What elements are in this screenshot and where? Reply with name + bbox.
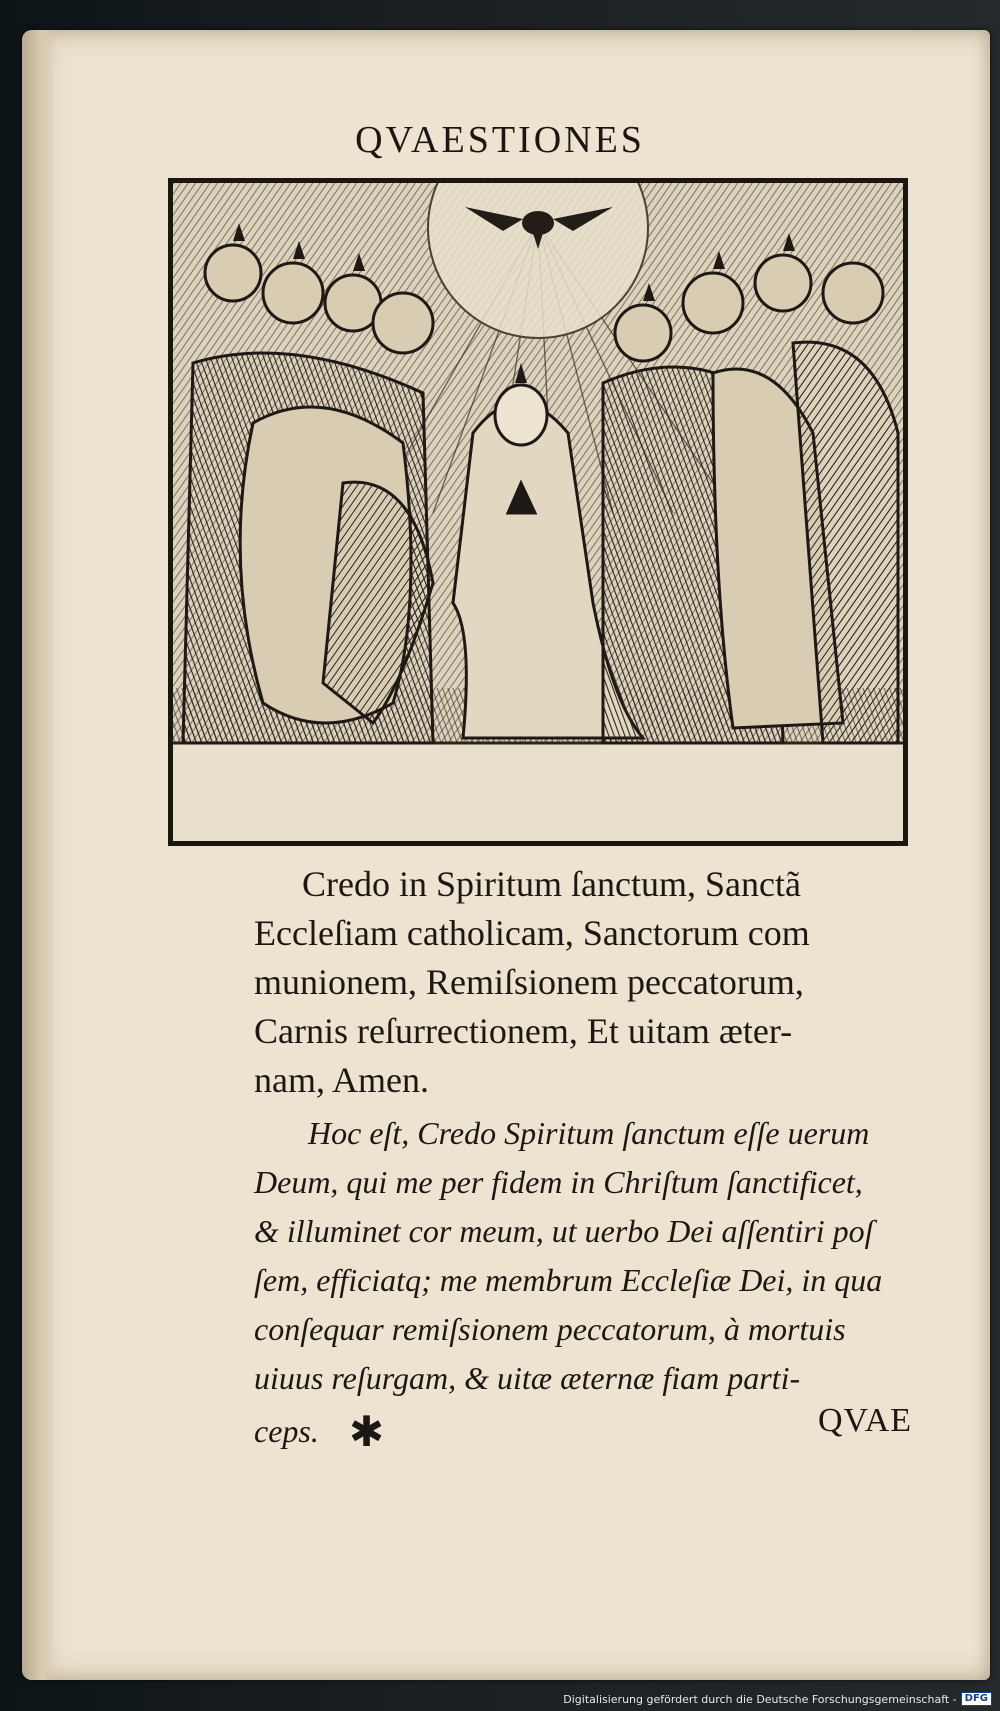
creed-paragraph [254,860,954,1105]
woodcut-illustration [168,178,908,846]
gloss-line: Deum, qui me per fidem in Chriſtum ſanctificet, [254,1164,863,1200]
gloss-line: conſequar remiſsionem peccatorum, à mortuis [254,1311,846,1347]
gloss-last-word: ceps. [254,1413,319,1449]
catchword: QVAE [818,1402,913,1439]
gloss-line: ſem, efficiatq; me membrum Eccleſiæ Dei, in qua [254,1262,883,1298]
creed-line: munionem, Remiſsionem peccatorum, [254,962,804,1002]
asterism-icon: ✱ [348,1407,385,1456]
credit-text: Digitalisierung gefördert durch die Deutsche Forschungsgemeinschaft - [563,1692,957,1706]
creed-line: Credo in Spiritum ſanctum, Sanctã [302,864,801,904]
gloss-line: & illuminet cor meum, ut uerbo Dei aſſentiri poſ [254,1213,874,1249]
gloss-line: uiuus reſurgam, & uitæ æternæ fiam parti- [254,1360,801,1396]
creed-line: nam, Amen. [254,1060,429,1100]
text-block [254,860,954,1456]
running-head: QVAESTIONES [355,119,645,161]
gloss-line: Hoc eſt, Credo Spiritum ſanctum eſſe uerum [308,1115,870,1151]
dfg-logo-icon: DFG [961,1692,992,1706]
pentecost-woodcut-image [173,183,903,841]
page-gutter-edge [22,30,56,1680]
digitization-credit [563,1691,992,1707]
creed-line: Eccleſiam catholicam, Sanctorum com [254,913,810,953]
creed-line: Carnis reſurrectionem, Et uitam æter- [254,1011,793,1051]
